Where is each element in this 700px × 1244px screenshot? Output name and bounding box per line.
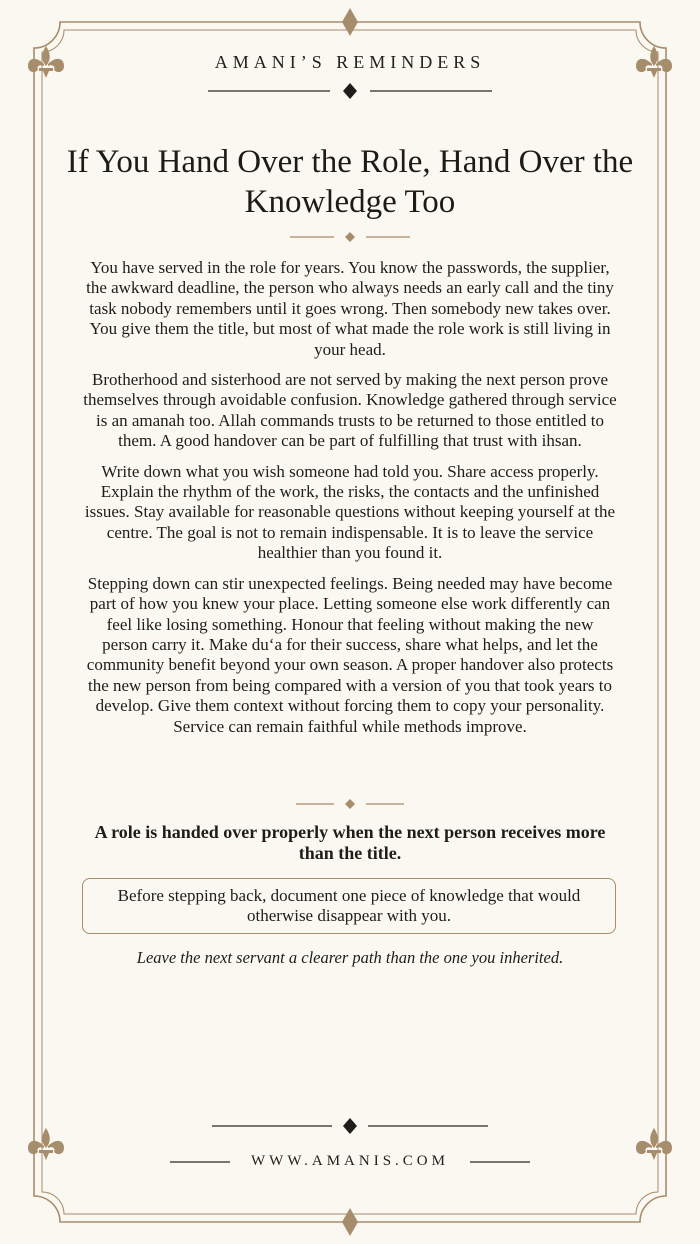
diamond-icon	[342, 1208, 358, 1236]
diamond-icon	[342, 8, 358, 36]
diamond-icon	[343, 83, 357, 99]
action-text: Before stepping back, document one piece of knowledge that would otherwise disappear with you.	[117, 885, 581, 925]
footer-divider	[212, 1118, 488, 1134]
action-box	[82, 878, 616, 934]
title-divider	[290, 232, 410, 242]
diamond-icon	[343, 1118, 357, 1134]
paragraph: Write down what you wish someone had told you. Share access properly. Explain the rhythm of the work, the risks, the contacts and the unfinished issues. Stay available for reasonable questions without keeping yourself at the centre. The goal is not to remain indispensable. It is to leave the service healthier than you found it.	[84, 461, 616, 563]
diamond-icon	[345, 232, 355, 242]
brand-name: AMANI’S REMINDERS	[214, 52, 486, 72]
paragraph: Brotherhood and sisterhood are not served by making the next person prove themselves through avoidable confusion. Knowledge gathered through service is an amanah too. Allah commands trusts to be returned to those entitled to them. A good handover can be part of fulfilling that trust with ihsan.	[83, 370, 617, 451]
section-divider	[296, 799, 404, 809]
diamond-icon	[345, 799, 355, 809]
article-title: If You Hand Over the Role, Hand Over the Knowledge Too	[66, 144, 634, 220]
article-body	[82, 258, 618, 747]
key-takeaway: A role is handed over properly when the next person receives more than the title.	[94, 822, 606, 863]
header-divider	[208, 83, 492, 99]
closing-line: Leave the next servant a clearer path than the one you inherited.	[136, 948, 564, 967]
paragraph: Stepping down can stir unexpected feelings. Being needed may have become part of how you knew your place. Letting someone else work differently can feel like losing something. Honour that feeling without making the new person carry it. Make du‘a for their success, share what helps, and let the community benefit beyond your own season. A proper handover also protects the new person from being compared with a version of you that took years to develop. Give them context without forcing them to copy your personality. Service can remain faithful while methods improve.	[86, 573, 614, 736]
paragraph: You have served in the role for years. You know the passwords, the supplier, the awkward deadline, the person who always needs an early call and the tiny task nobody remembers until it goes wrong. Then somebody new takes over. You give them the title, but most of what made the role work is still living in your head.	[86, 258, 614, 359]
website-link[interactable]: WWW.AMANIS.COM	[251, 1153, 449, 1169]
